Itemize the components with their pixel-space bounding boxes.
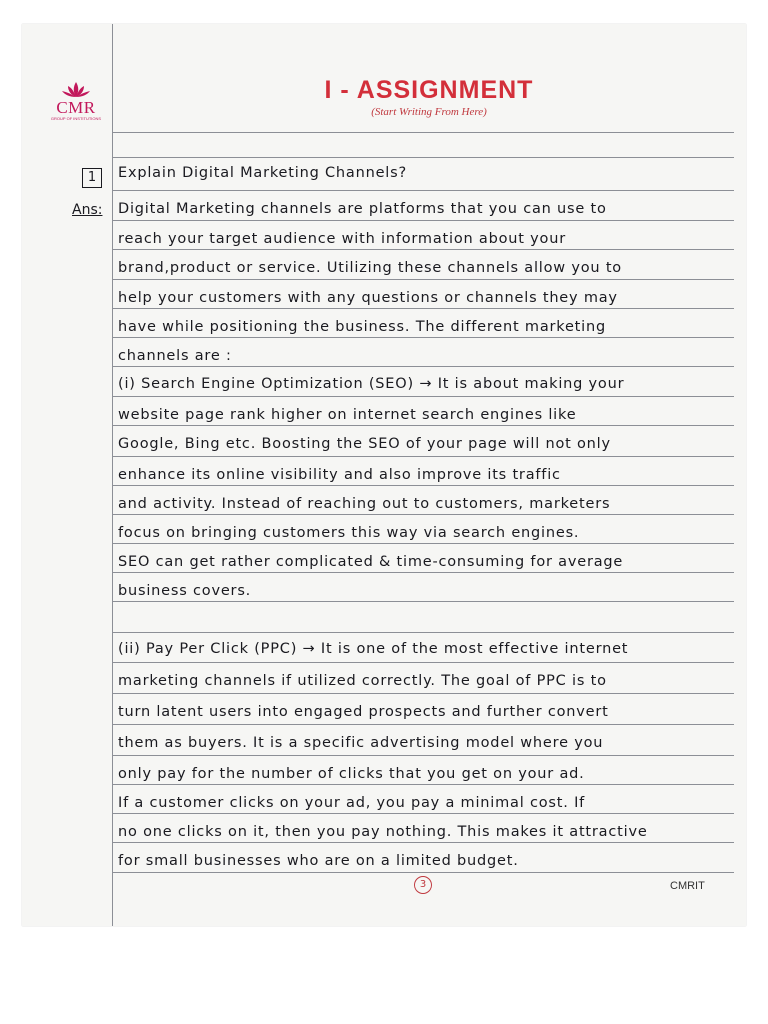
answer-line: turn latent users into engaged prospects and further convert [118,704,609,720]
answer-line: enhance its online visibility and also improve its traffic [118,467,561,483]
ruled-line [112,456,734,457]
assignment-sheet [22,24,746,926]
question-text: Explain Digital Marketing Channels? [118,165,407,181]
cmr-logo [40,80,112,121]
ruled-line [112,662,734,663]
answer-line: for small businesses who are on a limited budget. [118,853,519,869]
ruled-line [112,425,734,426]
ruled-line [112,249,734,250]
ruled-line [112,132,734,133]
answer-line: have while positioning the business. The different marketing [118,319,606,335]
answer-line: reach your target audience with information about your [118,231,566,247]
ruled-line [112,842,734,843]
answer-line: website page rank higher on internet search engines like [118,407,577,423]
logo-text: CMR [56,98,96,117]
answer-line: Google, Bing etc. Boosting the SEO of your page will not only [118,436,611,452]
ruled-line [112,366,734,367]
answer-line: focus on bringing customers this way via search engines. [118,525,580,541]
answer-line: channels are : [118,348,232,364]
footer-label: CMRIT [670,880,705,892]
answer-line: no one clicks on it, then you pay nothing. This makes it attractive [118,824,648,840]
ruled-line [112,220,734,221]
answer-line: brand,product or service. Utilizing these channels allow you to [118,260,622,276]
answer-line: business covers. [118,583,252,599]
ruled-line [112,514,734,515]
answer-line: If a customer clicks on your ad, you pay a minimal cost. If [118,795,586,811]
ruled-line [112,724,734,725]
logo-subtext: GROUP OF INSTITUTIONS [50,116,102,121]
ruled-line [112,485,734,486]
page-number: 3 [414,876,432,894]
answer-line: help your customers with any questions or channels they may [118,290,618,306]
page-title: I - ASSIGNMENT [324,76,534,104]
ruled-line [112,872,734,873]
ruled-line [112,572,734,573]
ruled-line [112,308,734,309]
answer-line: and activity. Instead of reaching out to customers, marketers [118,496,611,512]
ruled-line [112,813,734,814]
ruled-line [112,337,734,338]
answer-label: Ans: [72,202,103,218]
ruled-line [112,755,734,756]
answer-line: marketing channels if utilized correctly. The goal of PPC is to [118,673,607,689]
ruled-line [112,784,734,785]
ruled-line [112,279,734,280]
ruled-line [112,157,734,158]
answer-line: (ii) Pay Per Click (PPC) → It is one of the most effective internet [118,641,629,657]
lotus-icon [61,80,91,100]
ruled-line [112,543,734,544]
page-subtitle: (Start Writing From Here) [371,106,487,118]
question-number: 1 [82,168,102,188]
ruled-line [112,601,734,602]
answer-line: only pay for the number of clicks that you get on your ad. [118,766,585,782]
answer-line: SEO can get rather complicated & time-consuming for average [118,554,624,570]
ruled-line [112,693,734,694]
ruled-line [112,632,734,633]
answer-line: (i) Search Engine Optimization (SEO) → It is about making your [118,376,625,392]
ruled-line [112,396,734,397]
answer-line: them as buyers. It is a specific advertising model where you [118,735,604,751]
margin-line [112,24,113,926]
ruled-line [112,190,734,191]
answer-line: Digital Marketing channels are platforms that you can use to [118,201,607,217]
